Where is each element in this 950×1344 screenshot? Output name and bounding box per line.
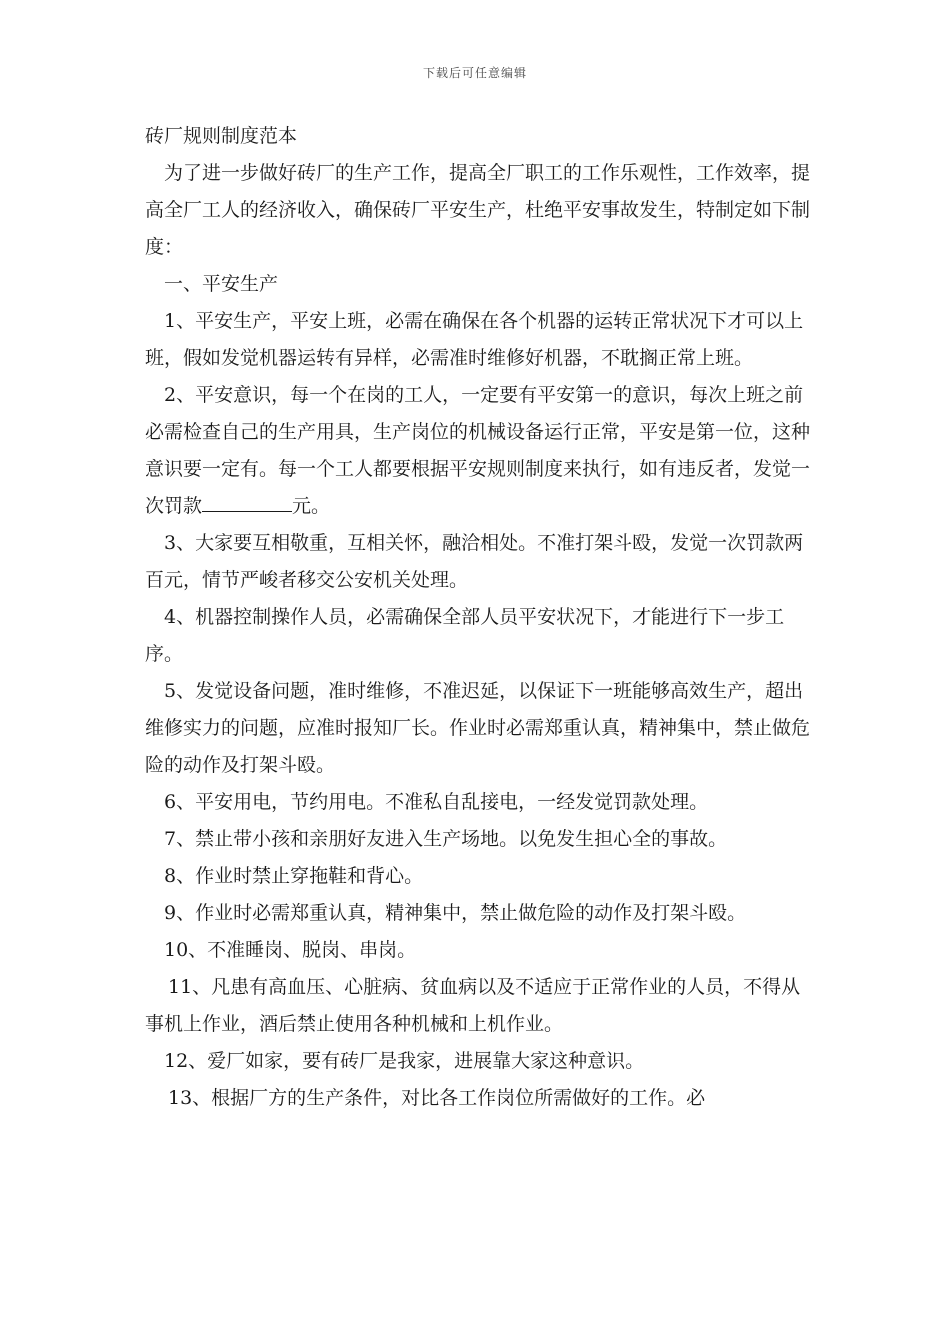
rule-item-8: 8、作业时禁止穿拖鞋和背心。 bbox=[164, 865, 424, 887]
rule-item-2-suffix: 元。 bbox=[292, 495, 331, 517]
rule-item-13: 13、根据厂方的生产条件，对比各工作岗位所需做好的工作。必 bbox=[168, 1087, 706, 1109]
document-title: 砖厂规则制度范本 bbox=[145, 125, 298, 147]
rule-item-12: 12、爱厂如家，要有砖厂是我家，进展靠大家这种意识。 bbox=[164, 1050, 645, 1072]
section-heading-safety: 一、平安生产 bbox=[164, 273, 279, 295]
rule-item-1: 1、平安生产，平安上班，必需在确保在各个机器的运转正常状况下才可以上班，假如发觉机器运转有异样，必需准时维修好机器，不耽搁正常上班。 bbox=[145, 310, 804, 369]
rule-item-10: 10、不准睡岗、脱岗、串岗。 bbox=[164, 939, 417, 961]
intro-paragraph: 为了进一步做好砖厂的生产工作，提高全厂职工的工作乐观性，工作效率，提高全厂工人的经济收入，确保砖厂平安生产，杜绝平安事故发生，特制定如下制度： bbox=[145, 162, 811, 258]
fine-amount-blank bbox=[202, 491, 292, 512]
rule-item-7: 7、禁止带小孩和亲朋好友进入生产场地。以免发生担心全的事故。 bbox=[164, 828, 728, 850]
rule-item-11: 11、凡患有高血压、心脏病、贫血病以及不适应于正常作业的人员，不得从事机上作业，酒后禁止使用各种机械和上机作业。 bbox=[145, 976, 801, 1035]
document-body bbox=[145, 118, 815, 1117]
rule-item-9: 9、作业时必需郑重认真，精神集中，禁止做危险的动作及打架斗殴。 bbox=[164, 902, 747, 924]
rule-item-2-text: 2、平安意识，每一个在岗的工人，一定要有平安第一的意识，每次上班之前必需检查自己的生产用具，生产岗位的机械设备运行正常，平安是第一位，这种意识要一定有。每一个工人都要根据平安规则制度来执行，如有违反者，发觉一次罚款 bbox=[145, 384, 811, 517]
page-header-note: 下载后可任意编辑 bbox=[422, 66, 527, 80]
rule-item-4: 4、机器控制操作人员，必需确保全部人员平安状况下，才能进行下一步工序。 bbox=[145, 606, 785, 665]
rule-item-3: 3、大家要互相敬重，互相关怀，融洽相处。不准打架斗殴，发觉一次罚款两百元，情节严峻者移交公安机关处理。 bbox=[145, 532, 804, 591]
rule-item-2 bbox=[145, 377, 815, 525]
rule-item-6: 6、平安用电，节约用电。不准私自乱接电，一经发觉罚款处理。 bbox=[164, 791, 709, 813]
rule-item-5: 5、发觉设备问题，准时维修，不准迟延，以保证下一班能够高效生产，超出维修实力的问题，应准时报知厂长。作业时必需郑重认真，精神集中，禁止做危险的动作及打架斗殴。 bbox=[145, 680, 811, 776]
